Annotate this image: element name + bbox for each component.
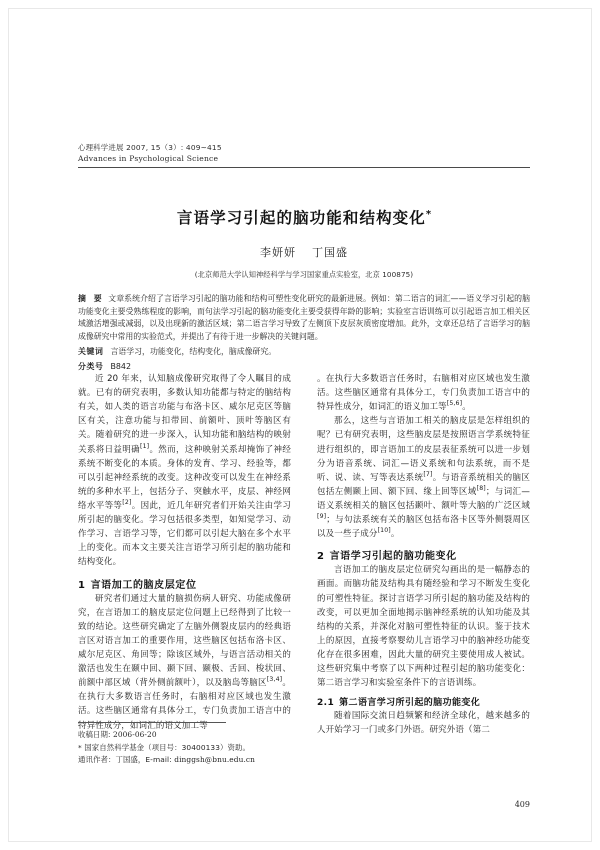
received-date: 2006-06-20 bbox=[113, 730, 157, 739]
section-heading-2 bbox=[317, 547, 530, 562]
paragraph-sec1-1-continued bbox=[317, 372, 530, 414]
paragraph-sec1-2 bbox=[317, 414, 530, 541]
citation-ref: [5,6] bbox=[446, 400, 463, 408]
intro-text-part1: 近 20 年来，认知脑成像研究取得了令人瞩目的成就。已有的研究表明，多数认知功能都与特定的脑结构有关，如人类的语言功能与布洛卡区、威尔尼克区等脑区有关，注意功能与扣带回、前额叶、顶叶等脑区有关。随着研究的进一步深入，认知功能和脑结构的映射关系将日益明确 bbox=[78, 374, 291, 455]
paragraph-intro bbox=[78, 372, 291, 570]
sec1-text-part1: 研究者们通过大量的脑损伤病人研究、功能成像研究，在言语加工的脑皮层定位问题上已经得到了比较一致的结论。这些研究确定了左脑外侧裂皮层内的经典语言区对语言加工的重要作用，这些脑区包括布洛卡区、威尔尼克区、角回等；除该区域外，与语言活动相关的激活也发生在颞中回、颞下回、颞极、舌回、梭状回、前额中部区域（背外侧前额叶），以及脑岛等脑区 bbox=[78, 593, 291, 689]
received-label: 收稿日期: bbox=[78, 730, 111, 739]
page-number: 409 bbox=[514, 800, 530, 809]
sec1p2-text-part1: 那么，这些与言语加工相关的脑皮层是怎样组织的呢？已有研究表明，这些脑皮层是按照语言学系统特征进行组织的，即言语加工的皮层表征系统可以进一步划分为语音系统、词汇—语义系统和句法系统，而不是听、说、读、写等表达系统 bbox=[317, 416, 530, 483]
intro-text-part2: 。然而，这种映射关系却掩饰了神经系统不断变化的本质。身体的发育、学习、经验等，都可以引起神经系统的改变。这种改变可以发生在神经系统的多种水平上，包括分子、突触水平，皮层、神经网络水平等等 bbox=[78, 444, 291, 511]
subsection-title: 第二语言学习所引起的脑功能变化 bbox=[339, 698, 481, 709]
running-head bbox=[78, 142, 530, 165]
section-title: 言语学习引起的脑功能变化 bbox=[329, 551, 457, 563]
citation-ref: [7] bbox=[423, 470, 433, 478]
sec1p2-text-part5: 。 bbox=[390, 529, 400, 540]
citation-ref: [9] bbox=[317, 513, 327, 521]
header-divider bbox=[78, 167, 530, 168]
author-list bbox=[78, 244, 530, 260]
journal-title-english: Advances in Psychological Science bbox=[78, 154, 219, 164]
column-right bbox=[317, 372, 530, 738]
sec1p2-text-part4: ；与句法系统有关的脑区包括布洛卡区等外侧裂周区以及一些子成分 bbox=[317, 515, 530, 540]
corresponding-author-line bbox=[78, 754, 291, 767]
journal-title-chinese: 心理科学进展 2007, 15（3）: 409~415 bbox=[78, 143, 222, 152]
sec1-text-part4: 。 bbox=[462, 402, 471, 413]
title-footnote-marker: * bbox=[425, 208, 432, 220]
sec1p2-text-part3: ；与词汇—语义系统相关的脑区包括颞叶、额叶等大脑的广泛区域 bbox=[317, 486, 530, 511]
footnote-block bbox=[78, 722, 291, 767]
paragraph-sec21-1: 随着国际交流日趋频繁和经济全球化，越来越多的人开始学习一门或多门外语。研究外语（第二 bbox=[317, 711, 530, 736]
sec1-text-part2: 。在执行大多数语言任务时，右脑相对应区域也发生激活。这些脑区通常有具体分工，专门负责加工语言中的特异性成分，如词汇的语义加工等 bbox=[78, 678, 291, 731]
keywords-text: 言语学习，功能变化，结构变化，脑成像研究。 bbox=[110, 346, 277, 356]
author-second: 丁国盛 bbox=[312, 245, 348, 259]
citation-ref: [2] bbox=[122, 499, 132, 507]
citation-ref: [8] bbox=[476, 485, 486, 493]
footnote-divider bbox=[78, 722, 226, 723]
sec1-text-part3: 。在执行大多数语言任务时，右脑相对应区域也发生激活。这些脑区通常有具体分工，专门负责加工语言中的特异性成分，如词汇的语义加工等 bbox=[317, 374, 530, 413]
corresponding-label: 通讯作者：丁国盛，E-mail: bbox=[78, 755, 172, 765]
classification-code: B842 bbox=[110, 361, 131, 371]
sec1p2-text-part2: 。与语音系统相关的脑区包括左侧颞上回、额下回、缘上回等区域 bbox=[317, 472, 530, 497]
article-title-text: 言语学习引起的脑功能和结构变化 bbox=[176, 208, 426, 227]
citation-ref: [3,4] bbox=[266, 676, 283, 684]
abstract-paragraph bbox=[78, 293, 530, 344]
intro-text-part3: 。因此，近几年研究者们开始关注由学习所引起的脑变化。学习包括很多类型，如知觉学习、动作学习、言语学习等，它们都可以引起大脑在多个水平上的变化。而本文主要关注言语学习所引起的脑功能和结构变化。 bbox=[78, 500, 291, 568]
page-title bbox=[78, 206, 530, 228]
abstract-block bbox=[78, 293, 530, 374]
abstract-text: 文章系统介绍了言语学习引起的脑功能和结构可塑性变化研究的最新进展。例如：第二语言的词汇——语义学习引起的脑功能变化主要受熟练程度的影响，而句法学习引起的脑功能变化主要受获得年龄的影响；实验室言语训练可以引起语言加工相关区域激活增强或减弱，以及出现新的激活区域；第二语言学习导致了左侧顶下皮层灰质密度增加。此外，文章还总结了言语学习的脑成像研究中常用的实验范式，并提出了有待于进一步解决的关键问题。 bbox=[78, 293, 530, 342]
abstract-label: 摘 要 bbox=[78, 293, 105, 303]
column-left bbox=[78, 372, 291, 738]
page-header-block bbox=[78, 142, 530, 374]
classification-label: 分类号 bbox=[78, 361, 104, 371]
section-heading-1 bbox=[78, 576, 291, 591]
author-first: 李妍妍 bbox=[260, 245, 296, 259]
keywords-label: 关键词 bbox=[78, 346, 104, 356]
affiliation: (北京师范大学认知神经科学与学习国家重点实验室，北京 100875) bbox=[194, 269, 414, 279]
keywords-line bbox=[78, 346, 530, 359]
section-title: 言语加工的脑皮层定位 bbox=[90, 579, 197, 591]
paragraph-sec2-1: 言语加工的脑皮层定位研究勾画出的是一幅静态的画面。而脑功能及结构具有随经验和学习不断发生变化的可塑性特征。探讨言语学习所引起的脑功能及结构的改变，可以更加全面地揭示脑神经系统的认知功能及其结构的关系，并深化对脑可塑性特征的认识。鉴于技术上的原因，直接考察婴幼儿言语学习中的脑神经功能变化存在很多困难，因此大量的研究主要使用成人被试。这些研究集中考察了以下两种过程引起的脑功能变化：第二语言学习和实验室条件下的言语训练。 bbox=[317, 565, 530, 689]
funding-note: * 国家自然科学基金（项目号：30400133）资助。 bbox=[78, 742, 251, 752]
received-date-line bbox=[78, 729, 291, 742]
corresponding-email: dinggsh@bnu.edu.cn bbox=[174, 755, 256, 765]
citation-ref: [10] bbox=[377, 527, 391, 535]
paragraph-sec1-1 bbox=[78, 592, 291, 733]
subsection-heading-2-1 bbox=[317, 695, 530, 708]
subsection-number: 2.1 bbox=[317, 698, 335, 709]
section-number: 2 bbox=[317, 551, 325, 563]
section-number: 1 bbox=[78, 579, 86, 591]
two-column-body bbox=[78, 372, 530, 738]
citation-ref: [1] bbox=[140, 442, 150, 450]
